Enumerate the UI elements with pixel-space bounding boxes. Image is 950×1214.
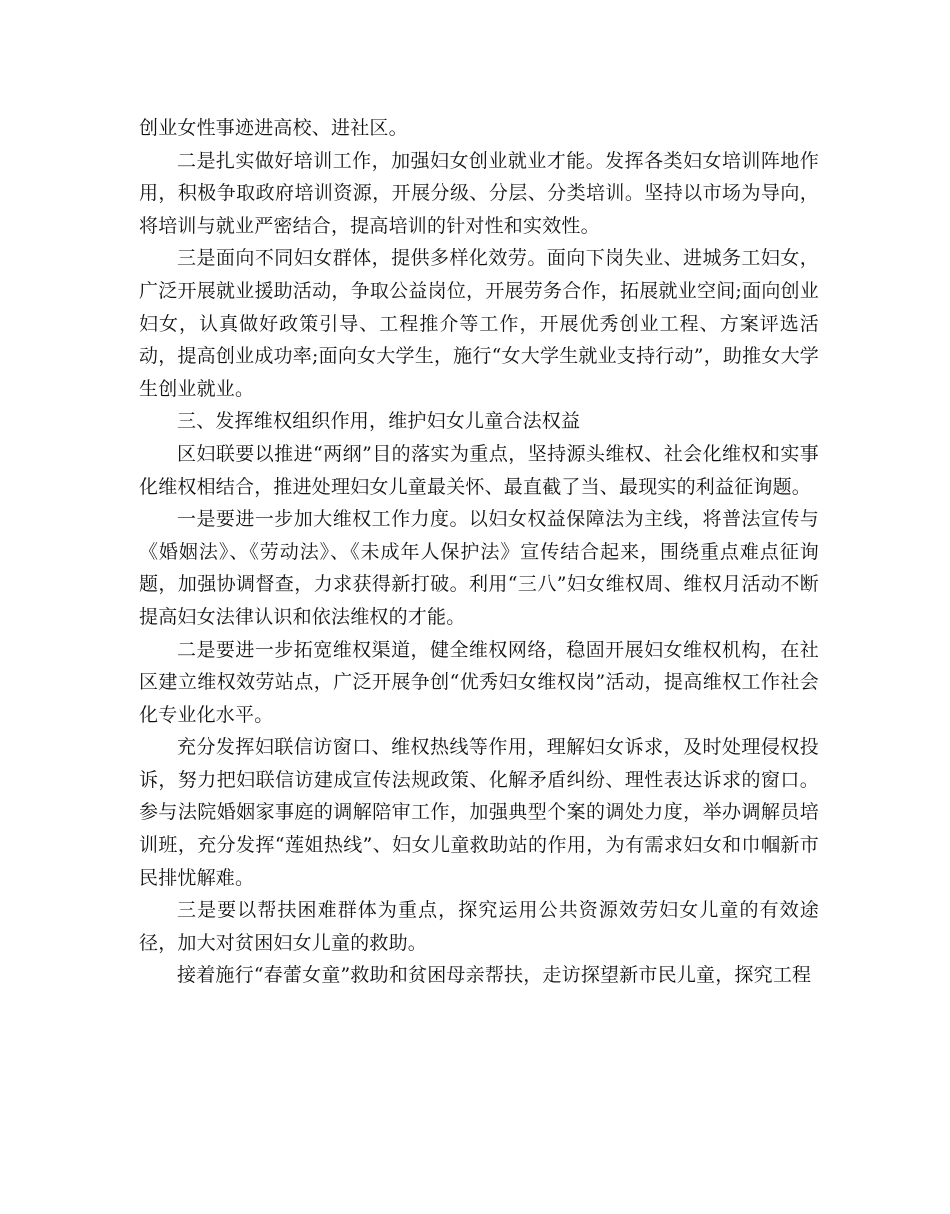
paragraph-rights-work: 一是要进一步加大维权工作力度。以妇女权益保障法为主线，将普法宣传与《婚姻法》、《劳动法》、《未成年人保护法》宣传结合起来，围绕重点难点征询题，加强协调督查，力求获得新打破。利用“三八”妇女维权周、维权月活动不断提高妇女法律认识和依法维权的才能。	[139, 508, 819, 628]
paragraph-two-outlines: 区妇联要以推进“两纲”目的落实为重点，坚持源头维权、社会化维权和实事化维权相结合，推进处理妇女儿童最关怀、最直截了当、最现实的利益征询题。	[139, 442, 819, 498]
paragraph-diversified-services: 三是面向不同妇女群体，提供多样化效劳。面向下岗失业、进城务工妇女，广泛开展就业援助活动，争取公益岗位，开展劳务合作，拓展就业空间;面向创业妇女，认真做好政策引导、工程推介等工作，开展优秀创业工程、方案评选活动，提高创业成功率;面向女大学生，施行“女大学生就业支持行动”，助推女大学生创业就业。	[139, 247, 819, 400]
paragraph-training: 二是扎实做好培训工作，加强妇女创业就业才能。发挥各类妇女培训阵地作用，积极争取政府培训资源，开展分级、分层、分类培训。坚持以市场为导向，将培训与就业严密结合，提高培训的针对性和实效性。	[139, 149, 819, 237]
paragraph-petition-window: 充分发挥妇联信访窗口、维权热线等作用，理解妇女诉求，及时处理侵权投诉，努力把妇联信访建成宣传法规政策、化解矛盾纠纷、理性表达诉求的窗口。参与法院婚姻家事庭的调解陪审工作，加强典型个案的调处力度，举办调解员培训班，充分发挥“莲姐热线”、妇女儿童救助站的作用，为有需求妇女和巾帼新市民排忧解难。	[139, 736, 819, 889]
document-body	[139, 112, 819, 992]
paragraph-spring-bud: 接着施行“春蕾女童”救助和贫困母亲帮扶，走访探望新市民儿童，探究工程	[177, 964, 812, 987]
paragraph-continuation: 创业女性事迹进高校、进社区。	[139, 117, 408, 139]
paragraph-rights-channels: 二是要进一步拓宽维权渠道，健全维权网络，稳固开展妇女维权机构，在社区建立维权效劳站点，广泛开展争创“优秀妇女维权岗”活动，提高维权工作社会化专业化水平。	[139, 638, 819, 726]
paragraph-assistance-groups: 三是要以帮扶困难群体为重点，探究运用公共资源效劳妇女儿童的有效途径，加大对贫困妇女儿童的救助。	[139, 899, 819, 954]
section-heading-rights-protection: 三、发挥维权组织作用，维护妇女儿童合法权益	[177, 410, 581, 433]
